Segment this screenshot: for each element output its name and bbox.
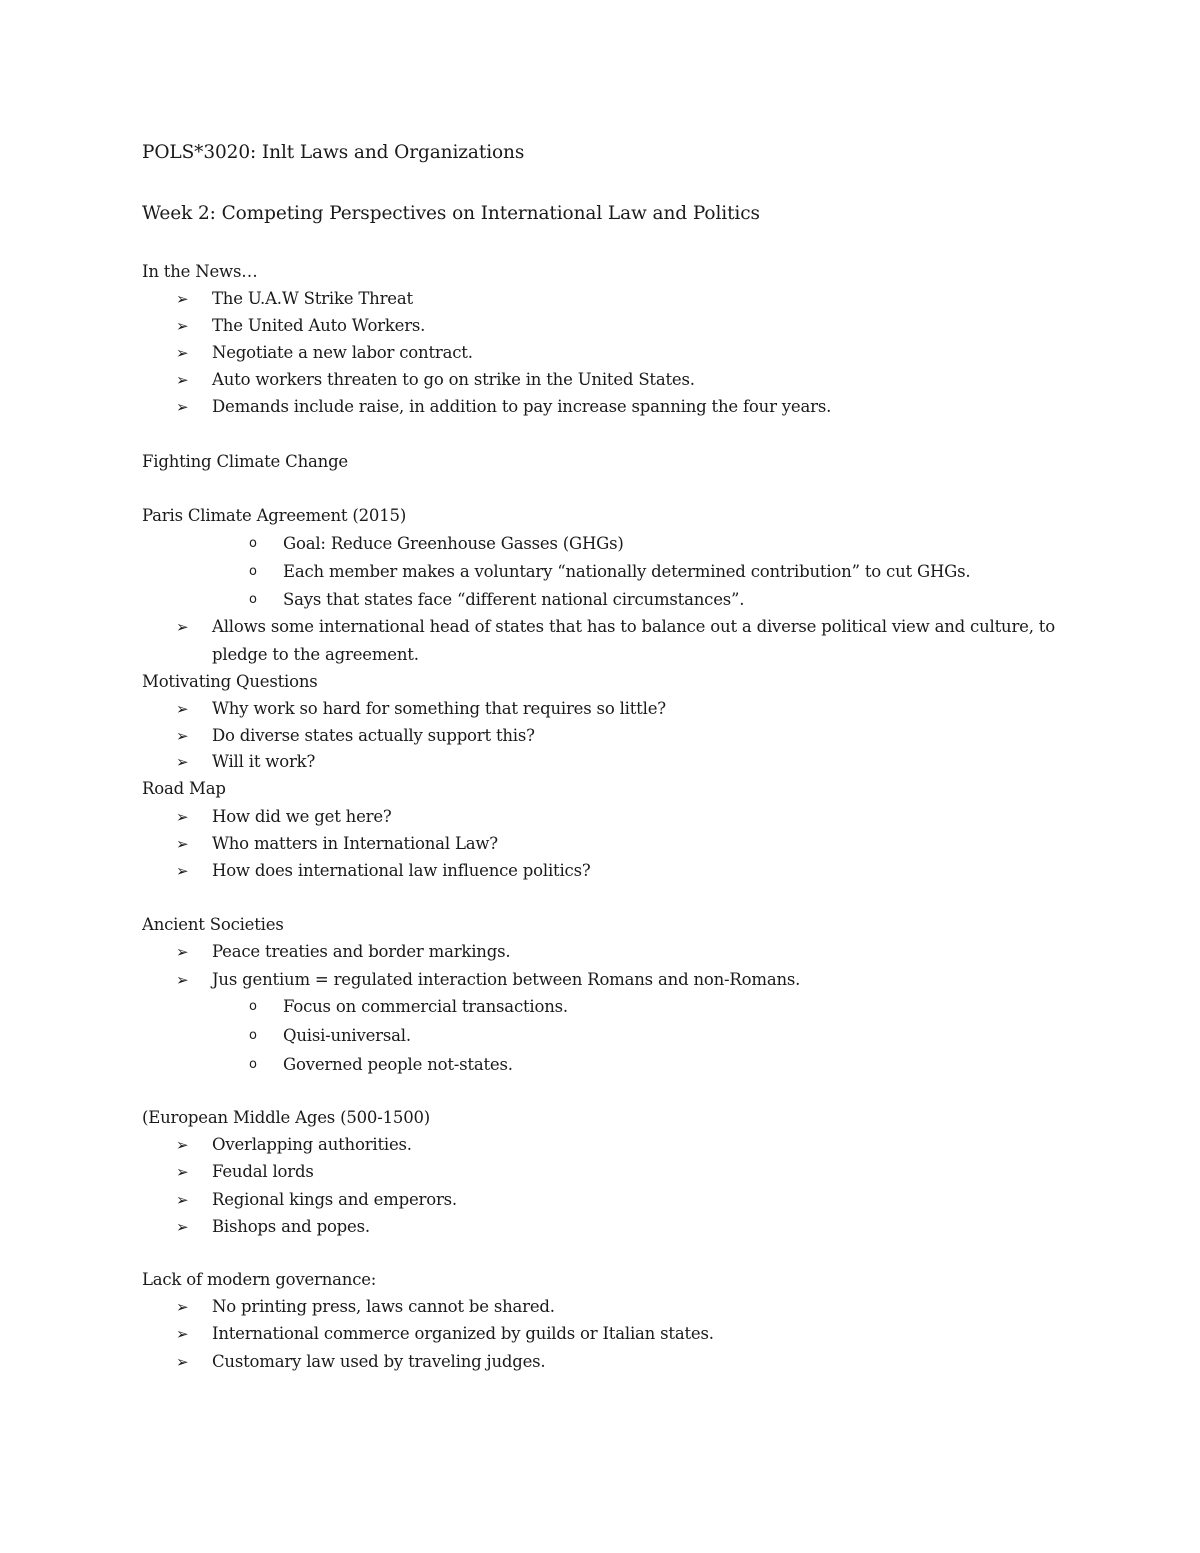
section-heading-motivating: Motivating Questions [142, 672, 318, 691]
arrow-bullet-icon: ➢ [176, 1136, 189, 1154]
arrow-bullet-icon: ➢ [176, 1163, 189, 1181]
list-item: How does international law influence politics? [212, 861, 591, 880]
arrow-bullet-icon: ➢ [176, 862, 189, 880]
section-heading-governance: Lack of modern governance: [142, 1270, 377, 1289]
list-item: Overlapping authorities. [212, 1135, 412, 1154]
arrow-bullet-icon: ➢ [176, 371, 189, 389]
arrow-bullet-icon: ➢ [176, 317, 189, 335]
list-item: Jus gentium = regulated interaction between Romans and non-Romans. [212, 970, 801, 989]
arrow-bullet-icon: ➢ [176, 700, 189, 718]
arrow-bullet-icon: ➢ [176, 1298, 189, 1316]
arrow-bullet-icon: ➢ [176, 1218, 189, 1236]
list-item: No printing press, laws cannot be shared. [212, 1297, 555, 1316]
arrow-bullet-icon: ➢ [176, 1325, 189, 1343]
circle-bullet-icon: o [249, 536, 257, 551]
list-item: Customary law used by traveling judges. [212, 1352, 546, 1371]
list-item: Negotiate a new labor contract. [212, 343, 473, 362]
sub-list-item: Goal: Reduce Greenhouse Gasses (GHGs) [283, 534, 624, 553]
section-heading-climate: Fighting Climate Change [142, 452, 349, 471]
arrow-bullet-icon: ➢ [176, 290, 189, 308]
circle-bullet-icon: o [249, 999, 257, 1014]
circle-bullet-icon: o [249, 1028, 257, 1043]
circle-bullet-icon: o [249, 1057, 257, 1072]
list-item: Peace treaties and border markings. [212, 942, 511, 961]
arrow-bullet-icon: ➢ [176, 398, 189, 416]
list-item: Regional kings and emperors. [212, 1190, 457, 1209]
arrow-bullet-icon: ➢ [176, 753, 189, 771]
arrow-bullet-icon: ➢ [176, 727, 189, 745]
circle-bullet-icon: o [249, 592, 257, 607]
list-item: The United Auto Workers. [212, 316, 426, 335]
course-title: POLS*3020: Inlt Laws and Organizations [142, 142, 525, 163]
section-heading-paris: Paris Climate Agreement (2015) [142, 506, 407, 525]
list-item: Feudal lords [212, 1162, 314, 1181]
circle-bullet-icon: o [249, 564, 257, 579]
list-item: Bishops and popes. [212, 1217, 370, 1236]
sub-list-item: Says that states face “different national circumstances”. [283, 590, 745, 609]
arrow-bullet-icon: ➢ [176, 835, 189, 853]
arrow-bullet-icon: ➢ [176, 971, 189, 989]
section-heading-roadmap: Road Map [142, 779, 226, 798]
arrow-bullet-icon: ➢ [176, 1191, 189, 1209]
section-heading-news: In the News… [142, 262, 258, 281]
list-item: Why work so hard for something that requires so little? [212, 699, 666, 718]
list-item: The U.A.W Strike Threat [212, 289, 413, 308]
section-heading-ancient: Ancient Societies [142, 915, 284, 934]
arrow-bullet-icon: ➢ [176, 344, 189, 362]
list-item: Will it work? [212, 752, 316, 771]
sub-list-item: Quisi-universal. [283, 1026, 411, 1045]
list-item: Do diverse states actually support this? [212, 726, 535, 745]
list-item: Allows some international head of states that has to balance out a diverse political view and culture, to [212, 617, 1055, 636]
arrow-bullet-icon: ➢ [176, 1353, 189, 1371]
list-item: International commerce organized by guilds or Italian states. [212, 1324, 714, 1343]
sub-list-item: Governed people not-states. [283, 1055, 513, 1074]
list-item: Auto workers threaten to go on strike in the United States. [212, 370, 695, 389]
list-item: How did we get here? [212, 807, 392, 826]
week-title: Week 2: Competing Perspectives on International Law and Politics [142, 203, 760, 224]
list-item: Demands include raise, in addition to pay increase spanning the four years. [212, 397, 832, 416]
section-heading-middle-ages: (European Middle Ages (500-1500) [142, 1108, 431, 1127]
list-item-continuation: pledge to the agreement. [212, 645, 419, 664]
arrow-bullet-icon: ➢ [176, 943, 189, 961]
list-item: Who matters in International Law? [212, 834, 498, 853]
sub-list-item: Focus on commercial transactions. [283, 997, 568, 1016]
arrow-bullet-icon: ➢ [176, 808, 189, 826]
arrow-bullet-icon: ➢ [176, 618, 189, 636]
sub-list-item: Each member makes a voluntary “nationally determined contribution” to cut GHGs. [283, 562, 971, 581]
